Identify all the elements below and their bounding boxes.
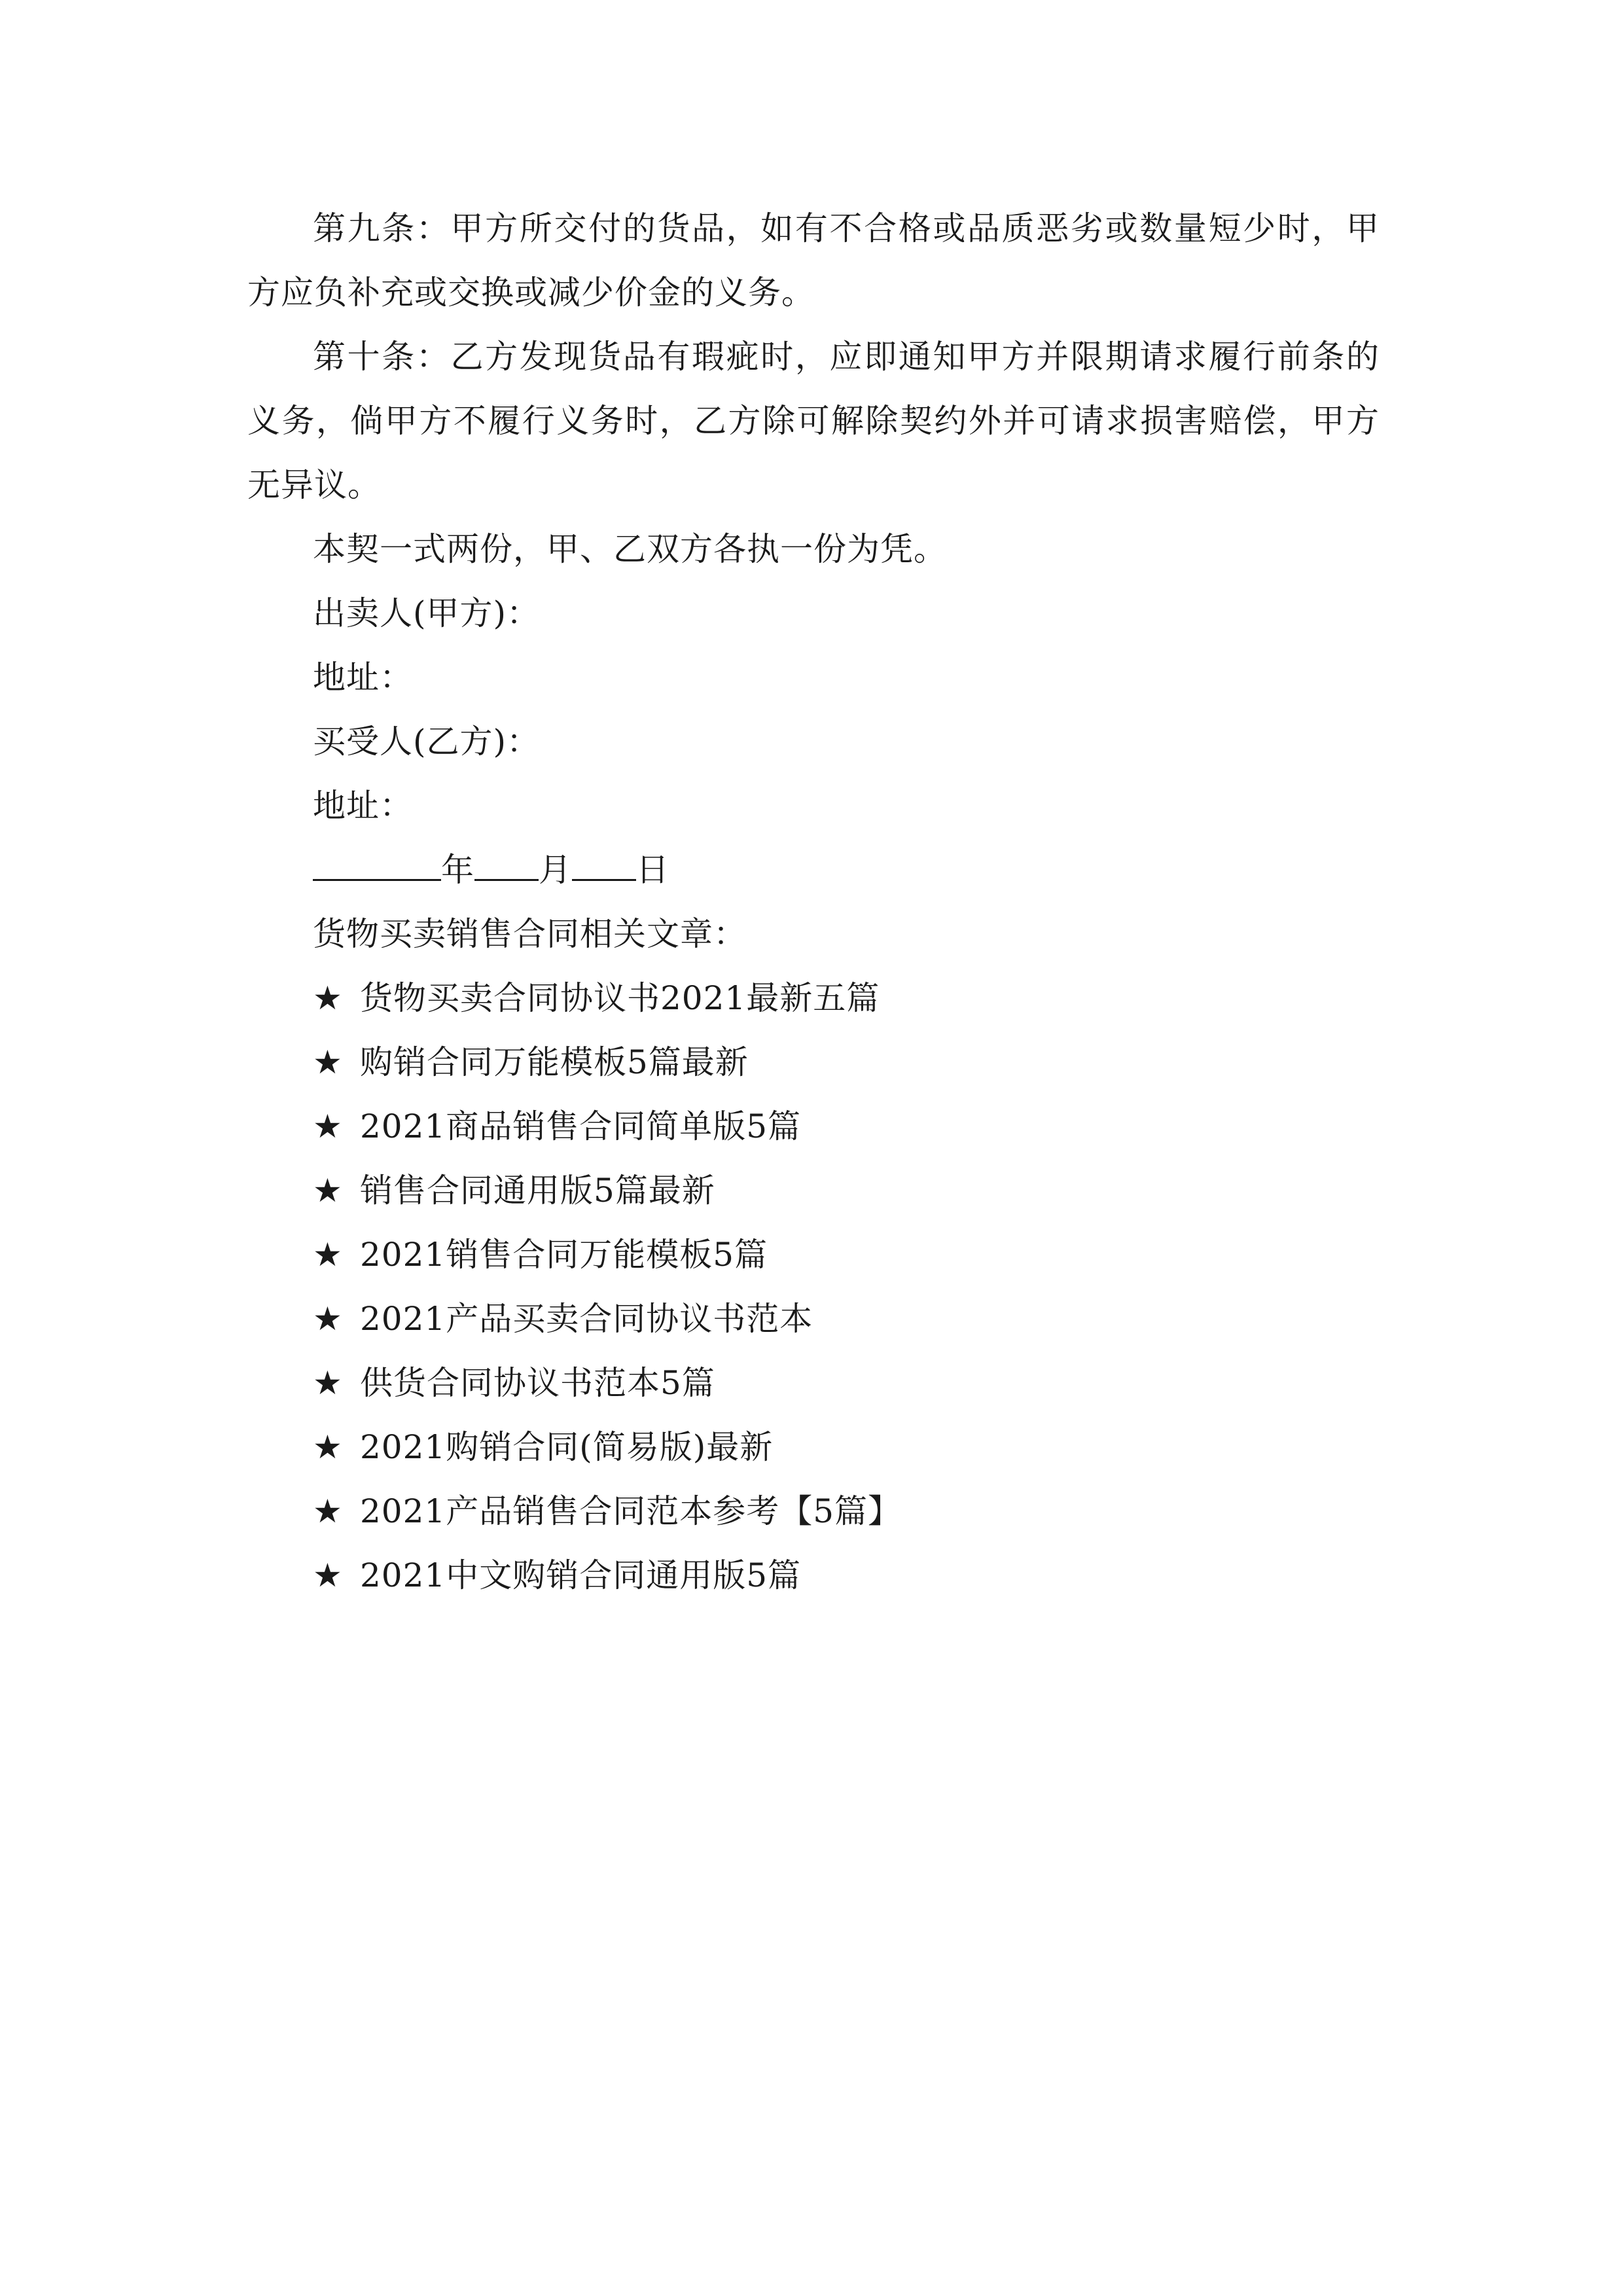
star-icon: ★: [313, 1300, 343, 1338]
related-item[interactable]: [247, 1415, 1380, 1479]
seller-address-label: 地址：: [313, 658, 413, 696]
article-9: 第九条：甲方所交付的货品，如有不合格或品质恶劣或数量短少时，甲方应负补充或交换或减少价金的义务。: [247, 209, 1380, 312]
related-heading: 货物买卖销售合同相关文章：: [313, 915, 747, 953]
day-blank: [572, 838, 636, 881]
related-item[interactable]: [247, 1030, 1380, 1094]
related-item-label: 货物买卖合同协议书2021最新五篇: [360, 979, 880, 1017]
year-blank: [313, 838, 441, 881]
star-icon: ★: [313, 1364, 343, 1402]
related-item-label: 2021产品买卖合同协议书范本: [360, 1300, 813, 1338]
related-item[interactable]: [247, 1351, 1380, 1415]
star-icon: ★: [313, 1428, 343, 1466]
related-item-label: 销售合同通用版5篇最新: [360, 1172, 715, 1210]
related-item[interactable]: [247, 1479, 1380, 1543]
article-10: 第十条：乙方发现货品有瑕疵时，应即通知甲方并限期请求履行前条的义务，倘甲方不履行义务时，乙方除可解除契约外并可请求损害赔偿，甲方无异议。: [247, 338, 1380, 504]
related-item[interactable]: [247, 966, 1380, 1030]
seller-label: 出卖人(甲方)：: [313, 594, 541, 632]
related-item[interactable]: [247, 1223, 1380, 1287]
buyer-address-label: 地址：: [313, 787, 413, 825]
month-blank: [474, 838, 539, 881]
related-item-label: 供货合同协议书范本5篇: [360, 1364, 715, 1402]
related-item-label: 2021产品销售合同范本参考【5篇】: [360, 1492, 902, 1530]
related-item-label: 2021购销合同(简易版)最新: [360, 1428, 774, 1466]
copies-statement: 本契一式两份，甲、乙双方各执一份为凭。: [313, 530, 947, 568]
star-icon: ★: [313, 1556, 343, 1594]
year-label: 年: [441, 851, 474, 889]
buyer-label: 买受人(乙方)：: [313, 723, 541, 761]
contract-text: [247, 196, 1380, 1607]
related-item[interactable]: [247, 1543, 1380, 1607]
related-item[interactable]: [247, 1158, 1380, 1223]
month-label: 月: [539, 851, 572, 889]
day-label: 日: [636, 851, 669, 889]
star-icon: ★: [313, 1172, 343, 1210]
star-icon: ★: [313, 1043, 343, 1081]
star-icon: ★: [313, 979, 343, 1017]
related-item-label: 2021销售合同万能模板5篇: [360, 1236, 768, 1274]
related-articles-list: [247, 966, 1380, 1607]
related-item[interactable]: [247, 1287, 1380, 1351]
related-item[interactable]: [247, 1094, 1380, 1158]
related-item-label: 2021中文购销合同通用版5篇: [360, 1556, 802, 1594]
related-item-label: 购销合同万能模板5篇最新: [360, 1043, 749, 1081]
star-icon: ★: [313, 1236, 343, 1274]
date-line: [247, 838, 1380, 902]
star-icon: ★: [313, 1492, 343, 1530]
related-item-label: 2021商品销售合同简单版5篇: [360, 1107, 802, 1145]
star-icon: ★: [313, 1107, 343, 1145]
